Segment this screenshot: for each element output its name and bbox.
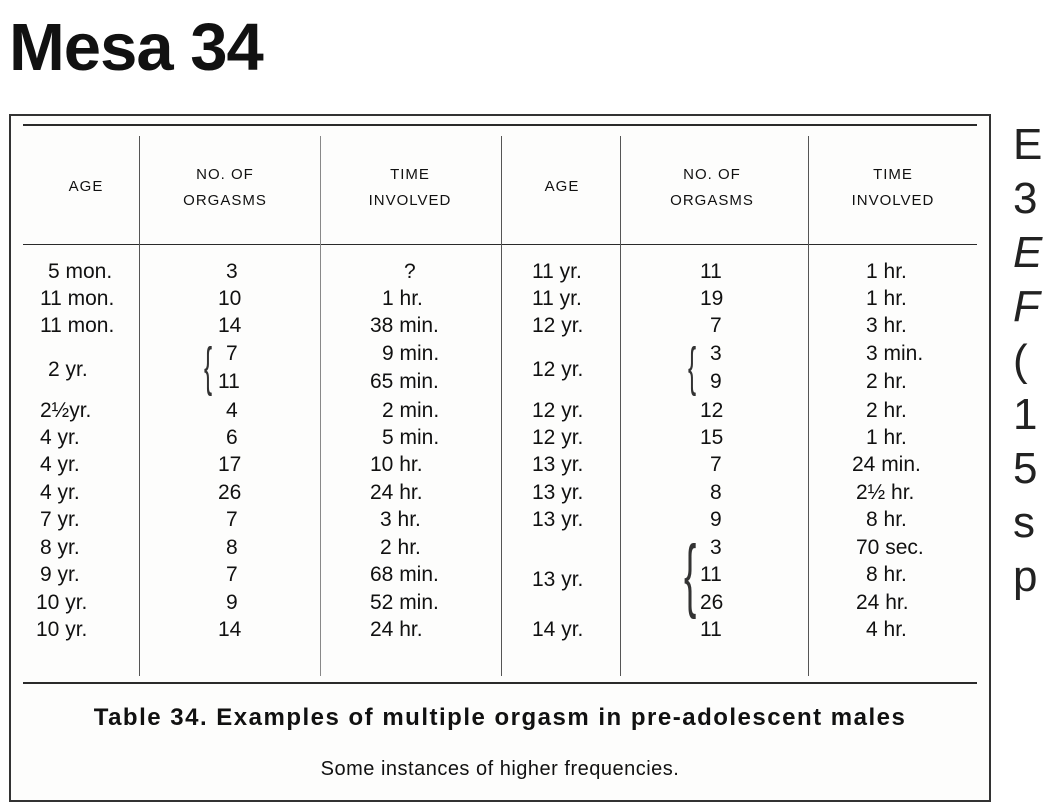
column-divider [320, 136, 321, 676]
table-cell-age: 2 yr. [48, 358, 88, 381]
table-cell-time: 1 hr. [866, 260, 907, 283]
table-cell-orgasms: 19 [700, 287, 724, 310]
table-cell-orgasms: 17 [218, 453, 242, 476]
header-age-right: AGE [544, 178, 580, 195]
table-cell-time: 68 min. [370, 563, 439, 586]
brace-icon: { [204, 337, 213, 397]
table-cell-age: 11 mon. [40, 287, 115, 310]
clipped-side-text [1013, 118, 1053, 604]
header-line: NO. OF [196, 166, 254, 183]
table-cell-age: 13 yr. [532, 508, 584, 531]
table-cell-orgasms: 11 [700, 563, 722, 586]
table-cell-orgasms: 26 [700, 591, 724, 614]
table-cell-time: 24 min. [852, 453, 921, 476]
table-cell-time: 3 hr. [380, 508, 421, 531]
side-letter: s [1013, 498, 1035, 547]
table-cell-orgasms: 8 [226, 536, 238, 559]
table-cell-time: ? [404, 260, 416, 283]
header-rule [23, 244, 977, 245]
table-cell-age: 13 yr. [532, 481, 584, 504]
header-line: ORGASMS [183, 192, 267, 209]
table-cell-orgasms: 3 [710, 342, 722, 365]
table-cell-time: 5 min. [382, 426, 440, 449]
table-cell-orgasms: 15 [700, 426, 724, 449]
table-cell-time: 1 hr. [866, 287, 907, 310]
table-cell-orgasms: 7 [226, 508, 238, 531]
header-orgasms-left [160, 162, 290, 214]
table-cell-time: 2 hr. [380, 536, 421, 559]
table-scan [9, 114, 991, 802]
table-cell-orgasms: 9 [226, 591, 238, 614]
column-divider [501, 136, 502, 676]
header-line: TIME [390, 166, 430, 183]
header-line: TIME [873, 166, 913, 183]
table-subcaption: Some instances of higher frequencies. [320, 758, 680, 780]
table-cell-age: 8 yr. [40, 536, 80, 559]
table-cell-time: 10 hr. [370, 453, 423, 476]
table-cell-orgasms: 3 [226, 260, 238, 283]
top-rule [23, 124, 977, 126]
table-cell-age: 12 yr. [532, 399, 584, 422]
side-letter: E [1013, 228, 1043, 277]
table-cell-time: 1 hr. [382, 287, 423, 310]
table-cell-time: 9 min. [382, 342, 440, 365]
table-cell-age: 10 yr. [36, 591, 88, 614]
side-letter: 1 [1013, 390, 1038, 439]
header-line: INVOLVED [851, 192, 935, 209]
table-cell-orgasms: 8 [710, 481, 722, 504]
bottom-rule [23, 682, 977, 684]
column-divider [808, 136, 809, 676]
table-cell-time: 8 hr. [866, 508, 907, 531]
table-cell-orgasms: 7 [710, 453, 722, 476]
table-cell-time: 38 min. [370, 314, 439, 337]
table-cell-orgasms: 14 [218, 314, 242, 337]
header-age-left: AGE [68, 178, 104, 195]
table-cell-time: 3 min. [866, 342, 924, 365]
header-line: INVOLVED [368, 192, 452, 209]
table-cell-orgasms: 26 [218, 481, 242, 504]
table-cell-time: 24 hr. [856, 591, 909, 614]
table-cell-time: 24 hr. [370, 618, 423, 641]
header-time-left [345, 162, 475, 214]
table-cell-age: 11 yr. [532, 287, 582, 310]
table-cell-age: 4 yr. [40, 481, 80, 504]
table-cell-orgasms: 10 [218, 287, 242, 310]
table-cell-age: 11 yr. [532, 260, 582, 283]
table-caption: Table 34. Examples of multiple orgasm in pre-adolescent males [93, 704, 907, 731]
table-cell-time: 70 sec. [856, 536, 924, 559]
header-orgasms-right [647, 162, 777, 214]
table-cell-orgasms: 14 [218, 618, 242, 641]
table-cell-age: 13 yr. [532, 453, 584, 476]
table-cell-orgasms: 11 [218, 370, 240, 393]
table-cell-time: 2 hr. [866, 399, 907, 422]
side-letter: 5 [1013, 444, 1038, 493]
table-cell-age: 12 yr. [532, 314, 584, 337]
table-cell-age: 7 yr. [40, 508, 80, 531]
table-cell-age: 2½yr. [40, 399, 92, 422]
brace-icon: { [684, 529, 697, 620]
column-divider [139, 136, 140, 676]
header-line: ORGASMS [670, 192, 754, 209]
header-time-right [828, 162, 958, 214]
table-cell-age: 4 yr. [40, 426, 80, 449]
table-cell-age: 4 yr. [40, 453, 80, 476]
table-cell-age: 11 mon. [40, 314, 115, 337]
table-cell-orgasms: 4 [226, 399, 238, 422]
side-letter: E [1013, 120, 1043, 169]
table-cell-age: 10 yr. [36, 618, 88, 641]
table-cell-orgasms: 9 [710, 370, 722, 393]
table-cell-time: 2 hr. [866, 370, 907, 393]
table-cell-orgasms: 12 [700, 399, 724, 422]
table-cell-time: 1 hr. [866, 426, 907, 449]
table-cell-time: 3 hr. [866, 314, 907, 337]
table-cell-age: 5 mon. [48, 260, 113, 283]
side-letter: F [1013, 282, 1040, 331]
table-cell-orgasms: 11 [700, 618, 722, 641]
table-cell-age: 13 yr. [532, 568, 584, 591]
table-cell-time: 2½ hr. [856, 481, 915, 504]
table-cell-orgasms: 6 [226, 426, 238, 449]
brace-icon: { [688, 337, 697, 397]
table-cell-time: 4 hr. [866, 618, 907, 641]
side-letter: p [1013, 552, 1038, 601]
table-cell-time: 24 hr. [370, 481, 423, 504]
table-cell-orgasms: 9 [710, 508, 722, 531]
table-cell-orgasms: 7 [226, 342, 238, 365]
table-cell-orgasms: 3 [710, 536, 722, 559]
table-cell-orgasms: 7 [226, 563, 238, 586]
table-cell-time: 52 min. [370, 591, 439, 614]
side-letter: 3 [1013, 174, 1038, 223]
column-divider [620, 136, 621, 676]
table-cell-age: 9 yr. [40, 563, 80, 586]
table-cell-time: 2 min. [382, 399, 440, 422]
table-cell-orgasms: 11 [700, 260, 722, 283]
table-cell-time: 65 min. [370, 370, 439, 393]
table-cell-age: 12 yr. [532, 358, 584, 381]
page-title: Mesa 34 [9, 10, 263, 85]
table-cell-orgasms: 7 [710, 314, 722, 337]
table-cell-age: 14 yr. [532, 618, 584, 641]
side-letter: ( [1013, 336, 1028, 385]
header-line: NO. OF [683, 166, 741, 183]
table-cell-time: 8 hr. [866, 563, 907, 586]
table-cell-age: 12 yr. [532, 426, 584, 449]
